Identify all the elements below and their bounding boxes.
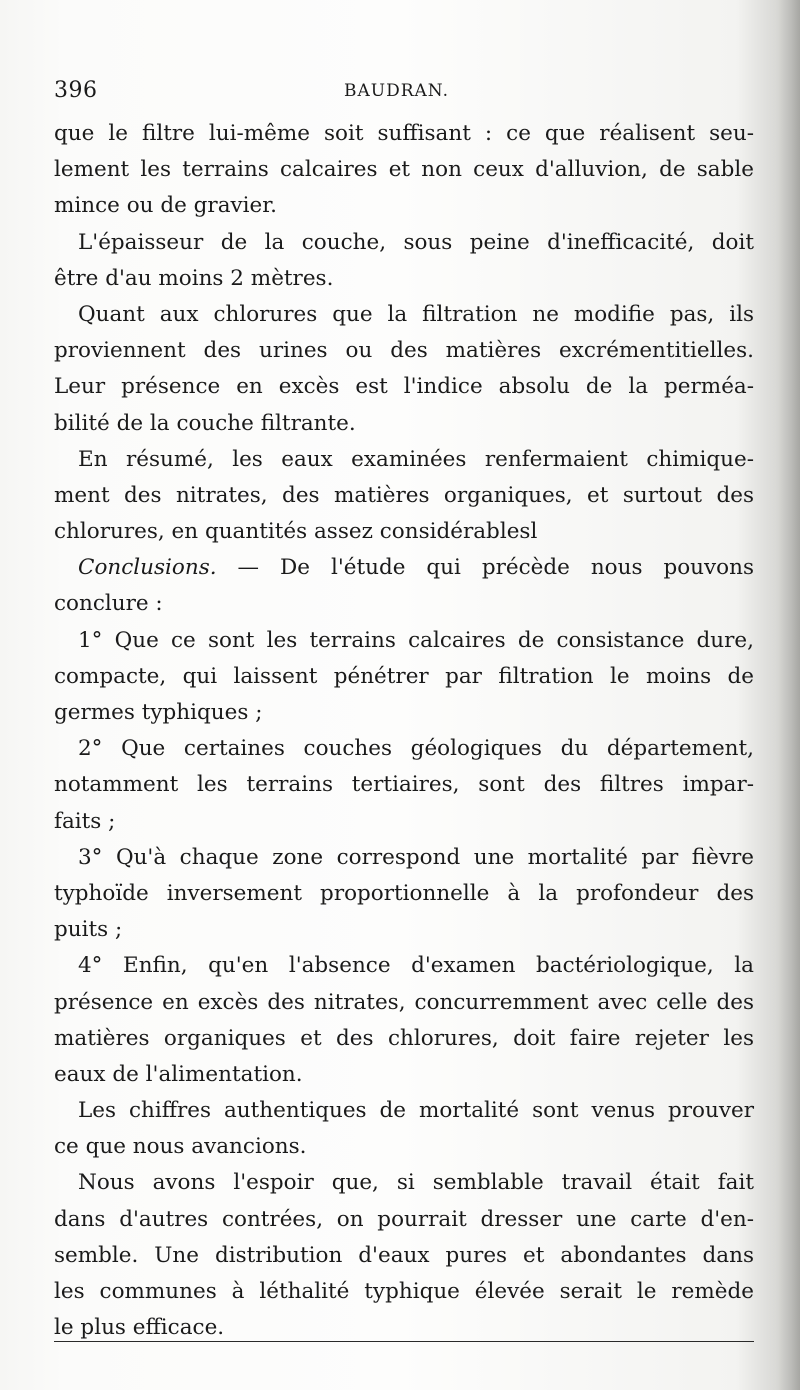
text-line: être d'au moins 2 mètres.: [54, 265, 334, 291]
text-line: Leur présence en excès est l'indice absolu de la perméa-: [54, 374, 754, 400]
list-item: [54, 623, 754, 732]
page-number: 396: [54, 78, 98, 103]
text-fragment: — De l'étude qui précède nous pouvons: [216, 555, 754, 581]
paragraph: [54, 297, 754, 442]
paragraph-conclusions: [54, 550, 754, 622]
paragraph: [54, 1165, 754, 1346]
text-line: 1° Que ce sont les terrains calcaires de consistance dure,: [78, 627, 754, 653]
list-item: [54, 731, 754, 840]
text-line: 4° Enfin, qu'en l'absence d'examen bactériologique, la: [78, 953, 754, 979]
page-edge-shadow: [778, 0, 800, 1390]
text-line: compacte, qui laissent pénétrer par filtration le moins de: [54, 663, 754, 689]
text-line: L'épaisseur de la couche, sous peine d'inefficacité, doit: [78, 229, 754, 255]
running-head: BAUDRAN.: [344, 81, 449, 101]
text-line: dans d'autres contrées, on pourrait dresser une carte d'en-: [54, 1206, 754, 1232]
text-line: puits ;: [54, 917, 123, 943]
paragraph: [54, 1093, 754, 1165]
text-line: présence en excès des nitrates, concurremment avec celle des: [54, 989, 754, 1015]
text-line: typhoïde inversement proportionnelle à la profondeur des: [54, 880, 754, 906]
text-line: 3° Qu'à chaque zone correspond une mortalité par fièvre: [78, 844, 754, 870]
footer-rule: [54, 1341, 754, 1342]
section-lead: Conclusions.: [78, 555, 217, 581]
text-line: Les chiffres authentiques de mortalité sont venus prouver: [78, 1098, 754, 1124]
text-line: semble. Une distribution d'eaux pures et abondantes dans: [54, 1242, 754, 1268]
text-line: matières organiques et des chlorures, doit faire rejeter les: [54, 1025, 754, 1051]
text-line: chlorures, en quantités assez considérablesl: [54, 519, 538, 545]
text-line: eaux de l'alimentation.: [54, 1061, 303, 1087]
paragraph: [54, 442, 754, 551]
text-line: proviennent des urines ou des matières excrémentitielles.: [54, 338, 754, 364]
paragraph: [54, 225, 754, 297]
text-line: 2° Que certaines couches géologiques du département,: [78, 736, 754, 762]
text-line: le plus efficace.: [54, 1315, 225, 1341]
text-line: mince ou de gravier.: [54, 193, 278, 219]
text-line: ment des nitrates, des matières organiques, et surtout des: [54, 482, 754, 508]
page-header: [54, 78, 754, 106]
text-line: les communes à léthalité typhique élevée serait le remède: [54, 1279, 754, 1304]
text-line: En résumé, les eaux examinées renfermaient chimique-: [78, 446, 754, 472]
text-line: notamment les terrains tertiaires, sont des filtres impar-: [54, 772, 754, 798]
page-body: [54, 116, 754, 1346]
text-line: que le filtre lui-même soit suffisant : ce que réalisent seu-: [54, 121, 754, 146]
text-line: germes typhiques ;: [54, 700, 263, 725]
text-line: faits ;: [54, 808, 116, 834]
text-line: bilité de la couche filtrante.: [54, 410, 356, 436]
text-line: [54, 550, 754, 586]
list-item: [54, 840, 754, 949]
list-item: [54, 948, 754, 1093]
text-line: conclure :: [54, 591, 163, 617]
paragraph: [54, 116, 754, 225]
text-line: lement les terrains calcaires et non ceux d'alluvion, de sable: [54, 157, 754, 183]
text-line: ce que nous avancions.: [54, 1134, 307, 1160]
text-line: Nous avons l'espoir que, si semblable travail était fait: [78, 1170, 754, 1196]
text-line: Quant aux chlorures que la filtration ne modifie pas, ils: [78, 301, 754, 327]
